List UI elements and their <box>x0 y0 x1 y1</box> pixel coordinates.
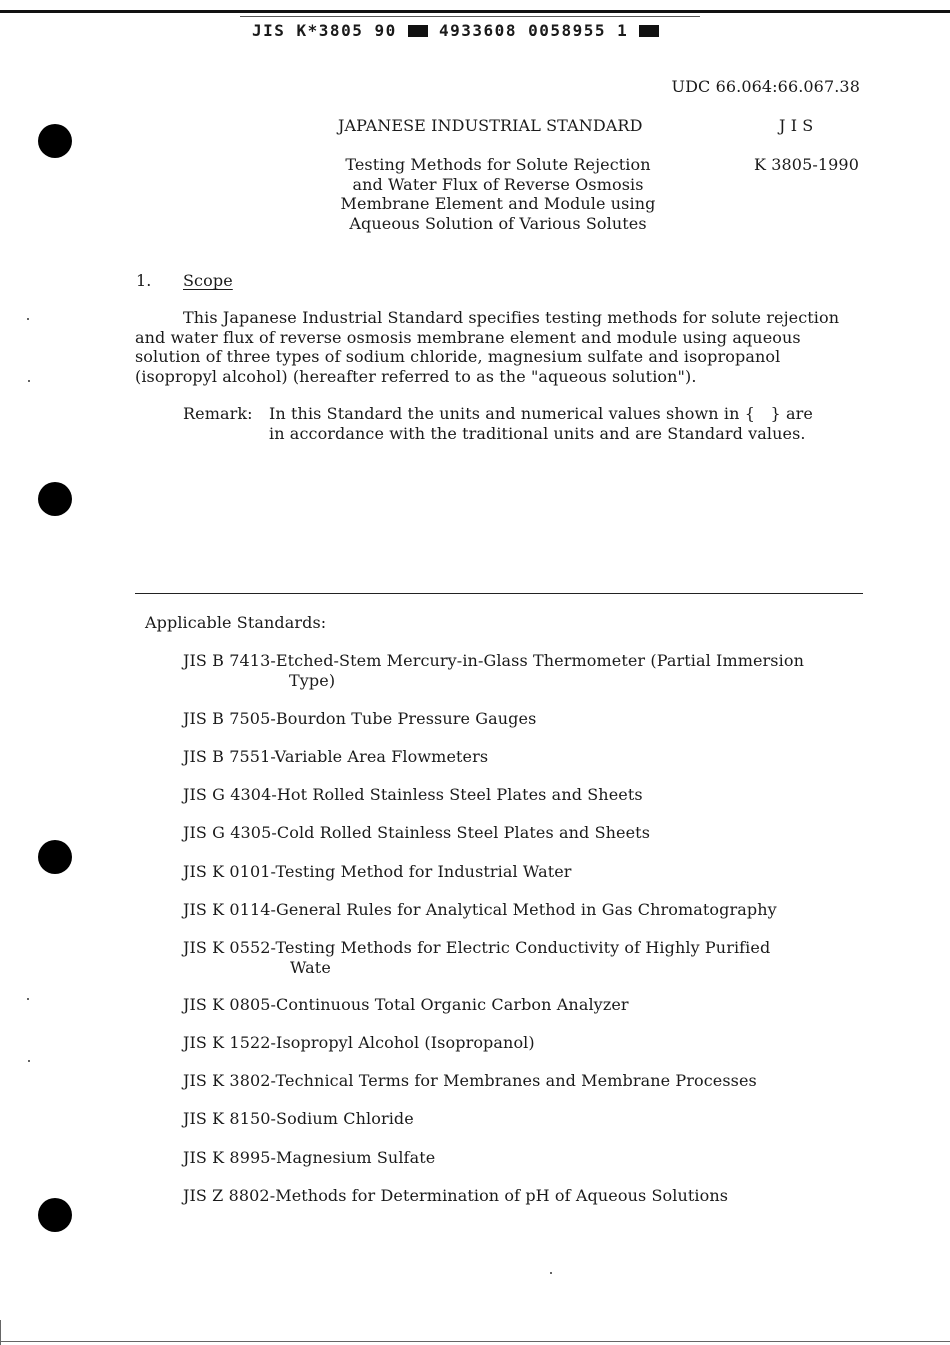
standard-item: JIS K 1522-Isopropyl Alcohol (Isopropanol) <box>183 1033 535 1052</box>
scan-speck <box>28 380 30 382</box>
punch-hole-2 <box>38 482 72 516</box>
header-code <box>252 21 659 40</box>
udc-code: UDC 66.064:66.067.38 <box>671 77 860 96</box>
applicable-heading: Applicable Standards: <box>145 613 327 632</box>
remark-label: Remark: <box>183 404 253 423</box>
jis-label: J I S <box>779 116 814 135</box>
standard-item: JIS K 0114-General Rules for Analytical Method in Gas Chromatography <box>183 900 777 919</box>
footnote-rule <box>135 593 863 594</box>
standard-number: K 3805-1990 <box>754 155 859 174</box>
standard-item: JIS K 3802-Technical Terms for Membranes and Membrane Processes <box>183 1071 757 1090</box>
remark-line: in accordance with the traditional units and are Standard values. <box>269 423 806 443</box>
standard-item: JIS B 7551-Variable Area Flowmeters <box>183 747 489 766</box>
standard-item: JIS G 4305-Cold Rolled Stainless Steel Plates and Sheets <box>183 823 651 842</box>
paragraph-line: solution of three types of sodium chloride, magnesium sulfate and isopropanol <box>135 347 781 366</box>
scan-speck <box>550 1272 552 1274</box>
paragraph-line: (isopropyl alcohol) (hereafter referred to as the "aqueous solution"). <box>135 366 697 386</box>
remark-line: In this Standard the units and numerical values shown in { } are <box>269 404 813 423</box>
bottom-border-line <box>0 1341 950 1342</box>
scan-speck <box>28 1060 30 1062</box>
header-code-part1: JIS K*3805 90 <box>252 21 397 40</box>
top-border-line-thin <box>240 16 700 17</box>
left-edge-line <box>0 1320 1 1345</box>
doc-title-line: Testing Methods for Solute Rejection <box>345 155 651 174</box>
standard-item <box>183 651 804 690</box>
org-title: JAPANESE INDUSTRIAL STANDARD <box>338 116 643 135</box>
top-border-line <box>0 10 950 13</box>
standard-item-continuation: Type) <box>289 670 336 690</box>
standard-item: JIS K 8150-Sodium Chloride <box>183 1109 414 1128</box>
section-title: Scope <box>183 271 233 290</box>
header-code-part2: 4933608 0058955 1 <box>439 21 629 40</box>
doc-title-line: Membrane Element and Module using <box>340 194 656 213</box>
standard-item: JIS K 0101-Testing Method for Industrial Water <box>183 862 572 881</box>
doc-title <box>320 155 676 233</box>
paragraph-line: and water flux of reverse osmosis membrane element and module using aqueous <box>135 327 801 347</box>
doc-title-line: and Water Flux of Reverse Osmosis <box>352 174 644 194</box>
scan-speck <box>27 998 29 1000</box>
punch-hole-1 <box>38 124 72 158</box>
standard-item: JIS K 0805-Continuous Total Organic Carbon Analyzer <box>183 995 629 1014</box>
standard-item-line: JIS B 7413-Etched-Stem Mercury-in-Glass Thermometer (Partial Immersion <box>183 651 804 670</box>
paragraph-line: This Japanese Industrial Standard specifies testing methods for solute rejection <box>183 308 840 327</box>
standard-item: JIS B 7505-Bourdon Tube Pressure Gauges <box>183 709 537 728</box>
standard-item: JIS G 4304-Hot Rolled Stainless Steel Plates and Sheets <box>183 785 643 804</box>
block-mark-icon <box>408 25 428 37</box>
block-mark-icon <box>639 25 659 37</box>
standard-item-line: JIS K 0552-Testing Methods for Electric Conductivity of Highly Purified <box>183 938 771 957</box>
standard-item-continuation: Wate <box>290 957 331 977</box>
scan-speck <box>27 318 29 320</box>
standard-item: JIS K 8995-Magnesium Sulfate <box>183 1148 436 1167</box>
standard-item: JIS Z 8802-Methods for Determination of pH of Aqueous Solutions <box>183 1186 729 1205</box>
standard-item <box>183 938 770 977</box>
doc-title-line: Aqueous Solution of Various Solutes <box>349 213 647 233</box>
section-number: 1. <box>136 271 152 290</box>
punch-hole-3 <box>38 840 72 874</box>
punch-hole-4 <box>38 1198 72 1232</box>
scope-paragraph <box>135 308 880 386</box>
remark-text <box>269 404 813 443</box>
